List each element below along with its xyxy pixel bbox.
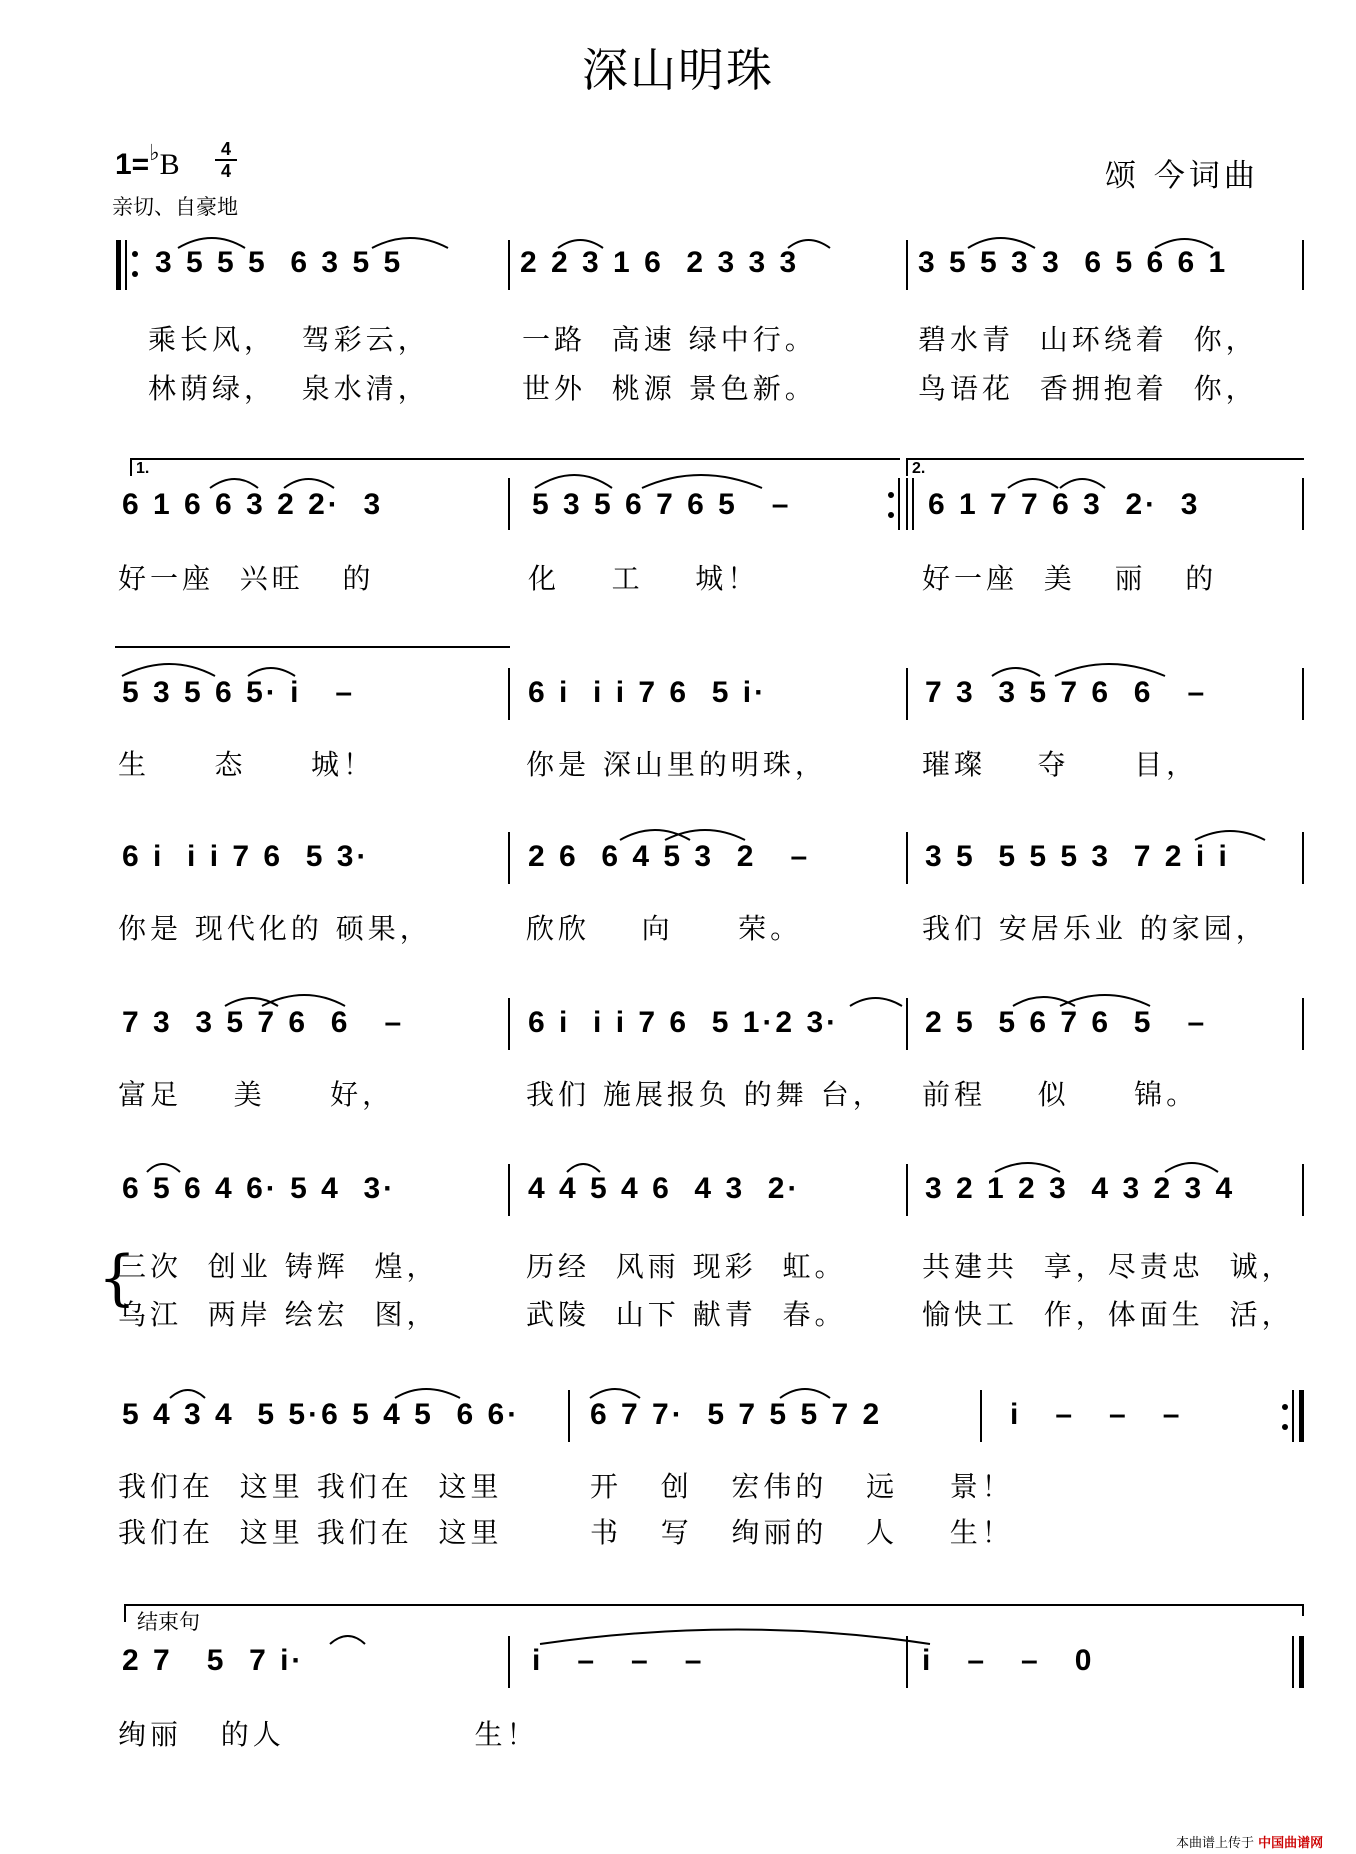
system-6-lyric-v2-m3: 愉快工 作，体面生 活， [922, 1298, 1294, 1331]
system-8-measure-2-notes: i – – – [532, 1644, 705, 1677]
repeat-start-thin-bar [125, 240, 127, 290]
system-6-measure-1-notes: 6 5 6 4 6· 5 4 3· [122, 1172, 397, 1205]
volta-1-label: 1. [136, 460, 150, 477]
volta-1-hook [130, 458, 132, 476]
ending-bracket [124, 1604, 1304, 1606]
system-1-lyric-v1-m3: 碧水青 山环绕着 你， [918, 323, 1258, 356]
system-1-lyric-v2-m2: 世外 桃源 景色新。 [522, 372, 817, 405]
system-2-measure-1-notes: 6 1 6 6 3 2 2· 3 [122, 488, 384, 521]
system-2-lyric-m3: 好一座 美 丽 的 [922, 562, 1218, 595]
system-5-lyric-m1: 富足 美 好， [118, 1078, 395, 1111]
system-1-measure-2-notes: 2 2 3 1 6 2 3 3 3 [520, 246, 800, 279]
slur [248, 668, 295, 676]
slur [1013, 997, 1075, 1006]
slur [147, 1164, 180, 1172]
system-2-lyric-m1: 好一座 兴旺 的 [118, 562, 375, 595]
slur [122, 664, 215, 676]
volta-1-bracket [130, 458, 900, 460]
key-signature [115, 140, 180, 182]
verse-brace: { [98, 1243, 137, 1313]
composer-credit: 颂 今词曲 [1105, 158, 1259, 194]
barline [1302, 240, 1304, 290]
slur [850, 998, 902, 1006]
slur [395, 1389, 460, 1398]
time-bottom: 4 [220, 161, 231, 181]
ending-bracket-hook [1302, 1604, 1304, 1616]
barline [508, 832, 510, 884]
system-2-lyric-m2: 化 工 城！ [528, 562, 760, 595]
system-3-lyric-m2: 你是 深山里的明珠， [526, 748, 827, 781]
barline [1302, 1164, 1304, 1216]
barline [906, 668, 908, 720]
system-8-lyric-m1: 绚丽 的人 [118, 1718, 285, 1751]
slur [1165, 1163, 1218, 1172]
tempo-marking: 亲切、自豪地 [112, 195, 238, 219]
repeat-dot [132, 251, 138, 257]
system-7-lyric-v1-m2: 开 创 宏伟的 远 景！ [590, 1470, 1014, 1503]
footer-site-logo-text: 中国曲谱网 [1258, 1836, 1324, 1851]
slur [567, 1164, 600, 1172]
repeat-dot [1282, 1424, 1288, 1430]
system-7-lyric-v2-m1: 我们在 这里 我们在 这里 [118, 1516, 503, 1549]
barline [568, 1390, 570, 1442]
slur [330, 1636, 365, 1644]
double-barline [912, 478, 914, 530]
system-5-measure-2-notes: 6 i i i 7 6 5 1·2 3· [528, 1006, 840, 1039]
system-7-lyric-v2-m2: 书 写 绚丽的 人 生！ [590, 1516, 1014, 1549]
system-5-measure-1-notes: 7 3 3 5 7 6 6 – [122, 1006, 405, 1039]
repeat-dot [888, 492, 894, 498]
ending-label: 结束句 [137, 1610, 200, 1634]
slur [170, 1390, 205, 1398]
barline [508, 1164, 510, 1216]
system-7-measure-2-notes: 6 7 7· 5 7 5 5 7 2 [590, 1398, 883, 1431]
slur [535, 475, 612, 488]
repeat-end-thin-bar [1292, 1390, 1294, 1442]
barline [906, 1636, 908, 1688]
song-title: 深山明珠 [582, 43, 774, 97]
barline [906, 998, 908, 1050]
system-4-measure-2-notes: 2 6 6 4 5 3 2 – [528, 840, 811, 873]
system-5-measure-3-notes: 2 5 5 6 7 6 5 – [925, 1006, 1208, 1039]
slur [210, 479, 258, 488]
system-6-lyric-v2-m2: 武陵 山下 献青 春。 [526, 1298, 847, 1331]
system-1-lyric-v2-m1: 林荫绿， 泉水清， [148, 372, 430, 405]
slur [1195, 831, 1265, 840]
system-8-measure-1-notes: 2 7 5 7 i· [122, 1644, 305, 1677]
final-thin-bar [1292, 1636, 1294, 1688]
tie [540, 1630, 930, 1645]
time-top: 4 [220, 139, 231, 159]
slur [1060, 479, 1105, 488]
volta-2-bracket [906, 458, 1304, 460]
volta-2-label: 2. [912, 460, 926, 477]
ending-bracket-hook [124, 1604, 126, 1622]
system-5-lyric-m3: 前程 似 锦。 [922, 1078, 1199, 1111]
volta-2-continuation [115, 646, 510, 648]
repeat-dot [1282, 1404, 1288, 1410]
key-prefix: 1= [115, 148, 150, 181]
slur [1060, 995, 1150, 1006]
slur [262, 995, 345, 1006]
system-3-lyric-m3: 璀璨 夺 目， [922, 748, 1199, 781]
repeat-dot [888, 512, 894, 518]
repeat-start-thick-bar [116, 240, 121, 290]
system-7-lyric-v1-m1: 我们在 这里 我们在 这里 [118, 1470, 503, 1503]
key-letter: B [159, 148, 180, 181]
system-6-measure-2-notes: 4 4 5 4 6 4 3 2· [528, 1172, 801, 1205]
time-signature [215, 140, 237, 180]
barline [508, 1636, 510, 1688]
footer-credit [1176, 1832, 1323, 1851]
repeat-dot [132, 271, 138, 277]
system-6-lyric-v2-m1: 乌江 两岸 绘宏 图， [118, 1298, 439, 1331]
system-2-measure-3-notes: 6 1 7 7 6 3 2· 3 [928, 488, 1201, 521]
system-6-lyric-v1-m1: 三次 创业 铸辉 煌， [118, 1250, 439, 1283]
slur [992, 668, 1040, 676]
system-1-measure-1-notes: 3 5 5 5 6 3 5 5 [155, 246, 404, 279]
flat-sign: ♭ [149, 140, 160, 165]
barline [1302, 478, 1304, 530]
system-1-lyric-v1-m1: 乘长风， 驾彩云， [148, 323, 430, 356]
volta-2-hook [906, 458, 908, 476]
double-barline [906, 478, 908, 530]
system-5-lyric-m2: 我们 施展报负 的舞 台， [526, 1078, 885, 1111]
barline [1302, 832, 1304, 884]
system-3-measure-2-notes: 6 i i i 7 6 5 i· [528, 676, 768, 709]
barline [906, 240, 908, 290]
barline [508, 240, 510, 290]
barline [1302, 998, 1304, 1050]
barline [906, 832, 908, 884]
system-8-measure-3-notes: i – – 0 [922, 1644, 1095, 1677]
barline [980, 1390, 982, 1442]
system-3-measure-3-notes: 7 3 3 5 7 6 6 – [925, 676, 1208, 709]
slur [590, 1389, 640, 1398]
system-4-measure-3-notes: 3 5 5 5 5 3 7 2 i i [925, 840, 1230, 873]
system-4-lyric-m2: 欣欣 向 荣。 [526, 912, 803, 945]
system-7-measure-3-notes: i – – – [1010, 1398, 1183, 1431]
slur [1008, 479, 1058, 488]
slur [665, 830, 745, 840]
system-4-measure-1-notes: 6 i i i 7 6 5 3· [122, 840, 370, 873]
footer-prefix: 本曲谱上传于 [1176, 1836, 1255, 1851]
slur [284, 479, 334, 488]
final-thick-bar [1299, 1636, 1304, 1688]
system-3-measure-1-notes: 5 3 5 6 5· i – [122, 676, 356, 709]
slur [995, 1163, 1060, 1172]
repeat-end-thin-bar [898, 478, 900, 530]
barline [508, 998, 510, 1050]
barline [906, 1164, 908, 1216]
system-6-lyric-v1-m2: 历经 风雨 现彩 虹。 [526, 1250, 847, 1283]
repeat-end-thick-bar [1299, 1390, 1304, 1442]
system-2-measure-2-notes: 5 3 5 6 7 6 5 – [532, 488, 792, 521]
slur [620, 830, 690, 840]
system-3-lyric-m1: 生 态 城！ [118, 748, 376, 781]
system-4-lyric-m3: 我们 安居乐业 的家园， [922, 912, 1268, 945]
system-1-measure-3-notes: 3 5 5 3 3 6 5 6 6 1 [918, 246, 1229, 279]
slur [780, 1389, 830, 1398]
system-1-lyric-v1-m2: 一路 高速 绿中行。 [522, 323, 817, 356]
system-6-lyric-v1-m3: 共建共 享，尽责忠 诚， [922, 1250, 1294, 1283]
barline [1302, 668, 1304, 720]
system-8-lyric-m2: 生！ [410, 1718, 539, 1751]
system-1-lyric-v2-m3: 鸟语花 香拥抱着 你， [918, 372, 1258, 405]
slur [1055, 664, 1165, 676]
system-7-measure-1-notes: 5 4 3 4 5 5·6 5 4 5 6 6· [122, 1398, 521, 1431]
slur [225, 998, 278, 1006]
system-4-lyric-m1: 你是 现代化的 硕果， [118, 912, 432, 945]
slur [642, 475, 762, 488]
barline [508, 478, 510, 530]
system-6-measure-3-notes: 3 2 1 2 3 4 3 2 3 4 [925, 1172, 1236, 1205]
barline [508, 668, 510, 720]
